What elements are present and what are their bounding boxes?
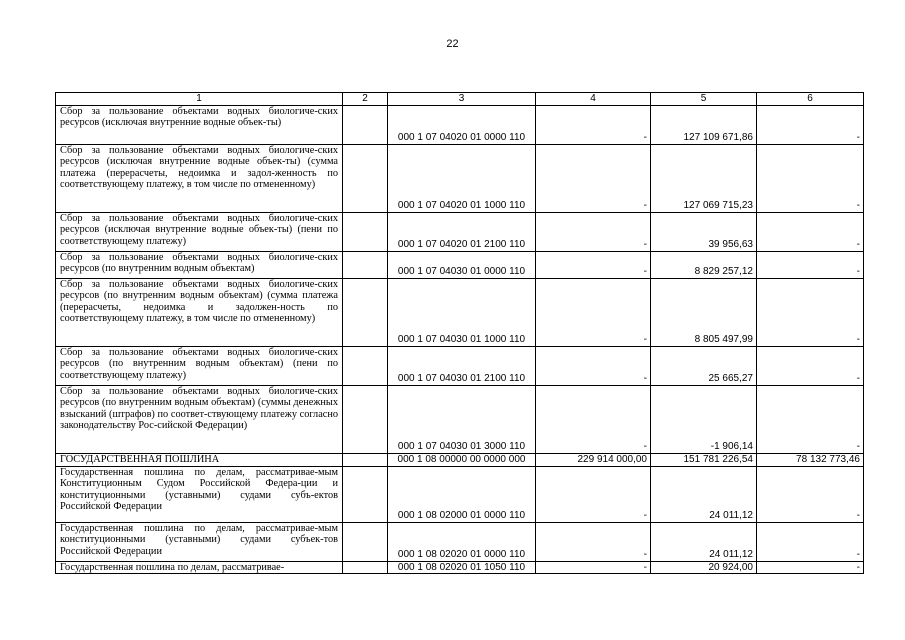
row-col2-cell [343, 522, 388, 561]
table-row [56, 105, 864, 144]
table-row [56, 251, 864, 278]
row-col2-cell [343, 385, 388, 453]
row-col5-cell: 127 109 671,86 [651, 105, 757, 144]
table-row [56, 144, 864, 212]
row-col5-cell: 8 829 257,12 [651, 251, 757, 278]
row-col2-cell [343, 453, 388, 466]
revenue-table [55, 92, 864, 574]
row-col5-cell: 24 011,12 [651, 522, 757, 561]
row-col4-cell: - [536, 522, 651, 561]
row-code-cell: 000 1 08 02020 01 1050 110 [388, 561, 536, 574]
row-col5-cell: 127 069 715,23 [651, 144, 757, 212]
row-col4-cell: - [536, 251, 651, 278]
page-number: 22 [446, 38, 459, 50]
row-code-cell: 000 1 07 04020 01 0000 110 [388, 105, 536, 144]
row-name-cell: Сбор за пользование объектами водных биологиче-ских ресурсов (по внутренним водным объектам) (пени по соответствующему платежу) [56, 346, 343, 385]
column-header: 1 [56, 93, 343, 106]
row-col4-cell: - [536, 212, 651, 251]
row-col6-cell: - [757, 144, 864, 212]
row-code-cell: 000 1 07 04030 01 3000 110 [388, 385, 536, 453]
row-col5-cell: 20 924,00 [651, 561, 757, 574]
row-col4-cell: - [536, 561, 651, 574]
row-col4-cell: - [536, 278, 651, 346]
row-col6-cell: - [757, 251, 864, 278]
row-name-cell: Государственная пошлина по делам, рассматривае-мым Конституционным Судом Российской Федера-ции и конституционными (уставными) судами субъ-ектов Российской Федерации [56, 466, 343, 522]
row-col6-cell: 78 132 773,46 [757, 453, 864, 466]
row-col4-cell: 229 914 000,00 [536, 453, 651, 466]
row-code-cell: 000 1 08 02020 01 0000 110 [388, 522, 536, 561]
row-name-cell: Государственная пошлина по делам, рассматривае- [56, 561, 343, 574]
row-col2-cell [343, 561, 388, 574]
row-col5-cell: 8 805 497,99 [651, 278, 757, 346]
row-name-cell: Сбор за пользование объектами водных биологиче-ских ресурсов (исключая внутренние водные объек-ты) (сумма платежа (перерасчеты, недоимка и задол-женность по соответствующему платежу, в том числе по отмененному) [56, 144, 343, 212]
column-header: 2 [343, 93, 388, 106]
row-col4-cell: - [536, 346, 651, 385]
row-col6-cell: - [757, 561, 864, 574]
row-col6-cell: - [757, 385, 864, 453]
row-col4-cell: - [536, 105, 651, 144]
row-col6-cell: - [757, 105, 864, 144]
row-col5-cell: 39 956,63 [651, 212, 757, 251]
column-header: 3 [388, 93, 536, 106]
table-header-row [56, 93, 864, 106]
row-col5-cell: 24 011,12 [651, 466, 757, 522]
table-row [56, 212, 864, 251]
row-col2-cell [343, 212, 388, 251]
row-col2-cell [343, 466, 388, 522]
row-code-cell: 000 1 08 00000 00 0000 000 [388, 453, 536, 466]
row-name-cell: ГОСУДАРСТВЕННАЯ ПОШЛИНА [56, 453, 343, 466]
row-code-cell: 000 1 07 04030 01 1000 110 [388, 278, 536, 346]
row-col2-cell [343, 251, 388, 278]
row-col2-cell [343, 346, 388, 385]
row-name-cell: Государственная пошлина по делам, рассматривае-мым конституционными (уставными) судами субъек-тов Российской Федерации [56, 522, 343, 561]
row-col5-cell: 151 781 226,54 [651, 453, 757, 466]
table-row [56, 561, 864, 574]
row-col6-cell: - [757, 346, 864, 385]
table-row [56, 385, 864, 453]
column-header: 6 [757, 93, 864, 106]
row-name-cell: Сбор за пользование объектами водных биологиче-ских ресурсов (исключая внутренние водные объек-ты) [56, 105, 343, 144]
row-col4-cell: - [536, 385, 651, 453]
column-header: 4 [536, 93, 651, 106]
row-name-cell: Сбор за пользование объектами водных биологиче-ских ресурсов (по внутренним водным объектам) [56, 251, 343, 278]
row-col5-cell: 25 665,27 [651, 346, 757, 385]
column-header: 5 [651, 93, 757, 106]
table-row [56, 346, 864, 385]
row-col6-cell: - [757, 212, 864, 251]
row-code-cell: 000 1 07 04020 01 1000 110 [388, 144, 536, 212]
table-row [56, 466, 864, 522]
row-code-cell: 000 1 07 04030 01 2100 110 [388, 346, 536, 385]
row-col4-cell: - [536, 144, 651, 212]
row-name-cell: Сбор за пользование объектами водных биологиче-ских ресурсов (по внутренним водным объектам) (суммы денежных взысканий (штрафов) по соответ-ствующему платежу согласно законодательству Рос-сийской Федерации) [56, 385, 343, 453]
row-col2-cell [343, 105, 388, 144]
table-row [56, 278, 864, 346]
table-row [56, 453, 864, 466]
row-code-cell: 000 1 07 04030 01 0000 110 [388, 251, 536, 278]
row-col2-cell [343, 278, 388, 346]
row-col6-cell: - [757, 466, 864, 522]
row-col6-cell: - [757, 522, 864, 561]
row-code-cell: 000 1 08 02000 01 0000 110 [388, 466, 536, 522]
table-row [56, 522, 864, 561]
row-name-cell: Сбор за пользование объектами водных биологиче-ских ресурсов (исключая внутренние водные объек-ты) (пени по соответствующему платежу) [56, 212, 343, 251]
row-name-cell: Сбор за пользование объектами водных биологиче-ских ресурсов (по внутренним водным объектам) (сумма платежа (перерасчеты, недоимка и задолжен-ность по соответствующему платежу, в том числе по отмененному) [56, 278, 343, 346]
row-col4-cell: - [536, 466, 651, 522]
row-col5-cell: -1 906,14 [651, 385, 757, 453]
row-code-cell: 000 1 07 04020 01 2100 110 [388, 212, 536, 251]
row-col6-cell: - [757, 278, 864, 346]
row-col2-cell [343, 144, 388, 212]
